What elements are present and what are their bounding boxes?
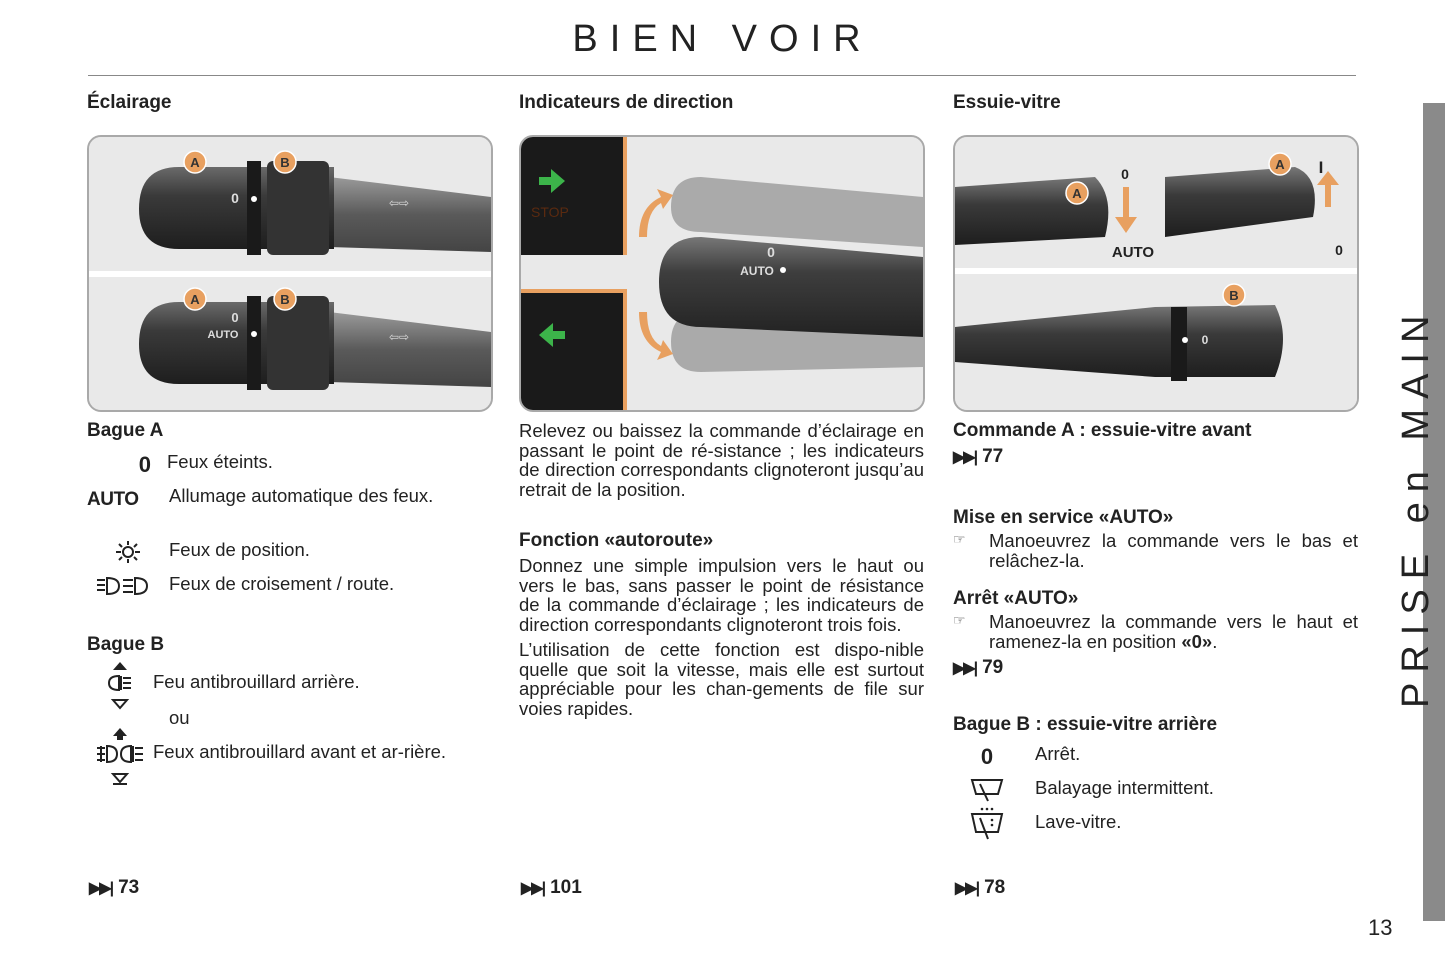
wiper-item-intermittent	[953, 778, 1358, 812]
ring-a-heading: Bague A	[87, 420, 164, 441]
ring-b-heading: Bague B	[87, 634, 165, 655]
position-text: Feux de position.	[169, 539, 310, 560]
off-symbol: 0	[138, 452, 151, 477]
wiper-stop-symbol: 0	[980, 744, 994, 769]
low-high-beam-icon	[87, 574, 169, 598]
figure1b-label-b: B	[280, 292, 290, 307]
column-indicators	[519, 88, 924, 118]
figure3-label-b: B	[1229, 288, 1239, 303]
indicators-para1: Relevez ou baissez la commande d’éclairage en passant le point de ré-sistance ; les indicateurs de direction correspondants clignoteront jusqu’au retrait de la position.	[519, 420, 924, 500]
wiper-stalk-figure	[953, 135, 1359, 412]
title-divider	[88, 75, 1356, 76]
page-ref-icon: ▶▶|	[953, 449, 977, 466]
off-text: Feux éteints.	[167, 451, 273, 472]
figure2-auto: AUTO	[740, 264, 774, 278]
auto-off-step	[953, 612, 1358, 651]
auto-on-heading: Mise en service «AUTO»	[953, 507, 1174, 528]
figure1b-label-a: A	[190, 292, 200, 307]
page-ref-icon: ▶▶|	[953, 660, 977, 677]
ring-b-wiper-heading: Bague B : essuie-vitre arrière	[953, 714, 1218, 735]
side-tab-label: PRISE en MAIN	[1395, 305, 1437, 708]
auto-off-text: Manoeuvrez la commande vers le haut et ramenez-la en position «0».	[989, 611, 1358, 652]
beam-text: Feux de croisement / route.	[169, 573, 395, 594]
page-ref-icon: ▶▶|	[89, 880, 113, 897]
ring-a-item-auto	[87, 486, 492, 540]
figure3c-zero: 0	[1201, 333, 1209, 347]
figure3b-label-a: A	[1275, 157, 1285, 172]
indicators-heading: Indicateurs de direction	[519, 92, 734, 113]
wiper-item-washer	[953, 812, 1358, 846]
figure3-auto: AUTO	[1111, 244, 1155, 261]
figure1-zero: 0	[231, 190, 239, 206]
front-rear-fog-icon	[87, 742, 153, 792]
auto-text: Allumage automatique des feux.	[169, 485, 434, 506]
ring-a-section	[87, 420, 492, 790]
ring-a-item-position	[87, 540, 492, 574]
ring-a-item-beam	[87, 574, 492, 614]
motorway-para: Donnez une simple impulsion vers le haut ou vers le bas, sans passer le point de résistance de la commande d’éclairage ; les indicateurs de direction correspondants clignoteront trois fois.	[519, 555, 924, 635]
page-ref-icon: ▶▶|	[521, 880, 545, 897]
position-lights-icon	[87, 540, 169, 564]
svg-text:⇦⇨: ⇦⇨	[389, 196, 410, 210]
motorway-para2: L’utilisation de cette fonction est dispo-nible quelle que soit la vitesse, mais elle est surtout appréciable pour les chan-gements de file sur voies rapides.	[519, 639, 924, 719]
auto-symbol: AUTO	[87, 489, 139, 510]
page-ref-icon: ▶▶|	[955, 880, 979, 897]
figure3-one: I	[1318, 158, 1324, 177]
auto-on-step	[953, 531, 1358, 570]
auto-off-heading: Arrêt «AUTO»	[953, 588, 1079, 609]
hand-pointer-icon: ☞	[953, 531, 966, 547]
column-wipers	[953, 88, 1358, 118]
motorway-heading: Fonction «autoroute»	[519, 530, 714, 551]
indicators-reference[interactable]: ▶▶| 101	[521, 877, 582, 898]
front-rear-fog-text: Feux antibrouillard avant et ar-rière.	[153, 741, 447, 762]
indicators-body	[519, 421, 924, 718]
rear-fog-text: Feu antibrouillard arrière.	[153, 671, 360, 692]
figure3-zero: 0	[1121, 166, 1129, 182]
ring-a-item-off	[87, 452, 492, 486]
wiper-stop-text: Arrêt.	[1035, 743, 1081, 764]
wiper-rear-reference[interactable]: ▶▶| 78	[955, 877, 1006, 898]
lighting-heading: Éclairage	[87, 92, 172, 113]
auto-on-text: Manoeuvrez la commande vers le bas et relâchez-la.	[989, 530, 1358, 571]
ring-b-or: ou	[169, 707, 190, 728]
figure1-label-a: A	[190, 155, 200, 170]
lighting-reference[interactable]: ▶▶| 73	[89, 877, 140, 898]
wiper-washer-text: Lave-vitre.	[1035, 811, 1122, 832]
figure1-label-b: B	[280, 155, 290, 170]
auto-off-reference[interactable]: ▶▶| 79	[953, 657, 1004, 678]
lighting-stalk-figure	[87, 135, 493, 412]
figure1b-zero: 0	[231, 310, 239, 325]
column-lighting	[87, 88, 492, 118]
ring-b-item-rear-fog	[87, 672, 492, 708]
cmd-a-reference[interactable]: ▶▶| 77	[953, 446, 1004, 467]
rear-fog-icon	[87, 672, 153, 712]
page-number: 13	[1368, 915, 1393, 940]
wipers-heading: Essuie-vitre	[953, 92, 1061, 113]
indicator-stalk-figure	[519, 135, 925, 412]
figure3b-zero: 0	[1335, 242, 1343, 258]
figure2-stop: STOP	[531, 204, 569, 220]
hand-pointer-icon: ☞	[953, 612, 966, 628]
ring-b-item-front-rear-fog	[87, 742, 492, 790]
svg-text:⇦⇨: ⇦⇨	[389, 330, 410, 344]
cmd-a-heading: Commande A : essuie-vitre avant	[953, 420, 1252, 441]
wiper-item-stop	[953, 744, 1358, 778]
wiper-intermittent-text: Balayage intermittent.	[1035, 777, 1214, 798]
figure2-zero: 0	[767, 244, 775, 260]
washer-icon	[953, 812, 1021, 840]
intermittent-wipe-icon	[953, 778, 1021, 802]
page-title: BIEN VOIR	[572, 18, 873, 60]
figure3-label-a: A	[1072, 186, 1082, 201]
wipers-body	[953, 420, 1358, 846]
figure1b-auto: AUTO	[207, 329, 239, 341]
